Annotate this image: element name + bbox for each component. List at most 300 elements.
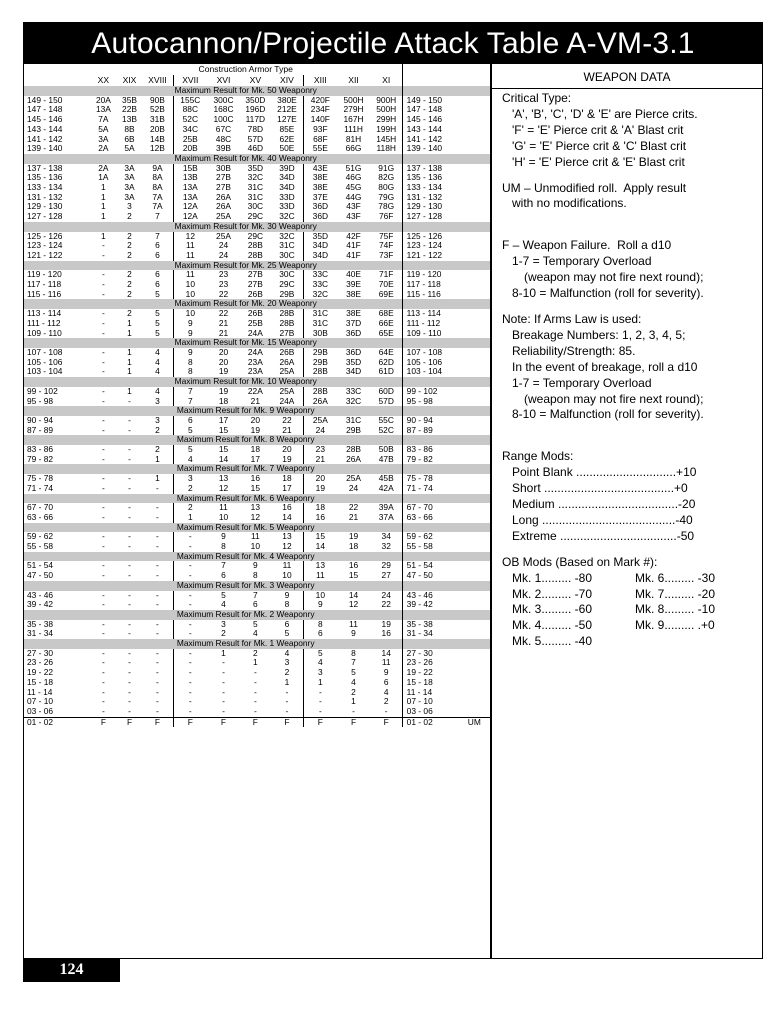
result-cell: 18 [304, 503, 336, 513]
result-cell: - [101, 648, 105, 658]
table-row [24, 697, 490, 707]
result-cell: F [173, 717, 206, 727]
ob-mod: Mk. 7......... -20 [635, 586, 716, 601]
result-cell: - [128, 687, 131, 697]
armor-type-header: XVI [216, 75, 231, 85]
result-cell: - [304, 707, 336, 717]
result-cell: 27B [216, 173, 231, 183]
result-cell: 13 [304, 561, 336, 571]
result-cell: - [128, 668, 131, 678]
result-cell: 1 [127, 357, 132, 367]
result-cell: 6 [383, 677, 389, 687]
result-cell: 39B [216, 144, 231, 154]
result-cell: 1 [127, 367, 132, 377]
roll-range-cell: 31 - 34 [402, 629, 458, 639]
result-cell: - [101, 270, 105, 280]
result-cell: 34D [304, 241, 336, 251]
result-cell: 7 [155, 231, 160, 241]
result-cell: 20B [173, 144, 206, 154]
result-cell: 20 [218, 357, 229, 367]
result-cell: 11 [282, 561, 292, 571]
roll-range-cell: 27 - 30 [402, 649, 458, 659]
result-cell: 24 [304, 426, 336, 436]
result-cell: 8A [152, 173, 163, 183]
result-cell: - [101, 415, 105, 425]
failure-overload: 1-7 = Temporary Overload [512, 254, 652, 269]
result-cell: 15 [304, 532, 336, 542]
table-row [24, 358, 490, 368]
result-cell: 57D [247, 134, 264, 144]
result-cell: 45G [345, 183, 362, 193]
result-cell: 21 [218, 328, 229, 338]
section-heading: Maximum Result for Mk. 50 Weaponry [90, 86, 402, 96]
result-cell: 19 [218, 386, 229, 396]
result-cell: 8 [304, 620, 336, 630]
result-cell: 39A [378, 503, 394, 513]
result-cell: - [128, 658, 131, 668]
result-cell: - [285, 697, 289, 707]
result-cell: 167H [343, 115, 364, 125]
roll-range-cell: 111 - 112 [27, 318, 61, 328]
result-cell: - [156, 707, 159, 716]
table-row [24, 280, 490, 290]
table-row [24, 649, 490, 659]
roll-range-cell: 143 - 144 [402, 125, 458, 135]
roll-range-cell: 139 - 140 [402, 144, 458, 154]
table-row [24, 717, 490, 727]
result-cell: 2A [98, 144, 109, 154]
result-cell: 43F [346, 202, 361, 212]
result-cell: 1 [155, 454, 160, 464]
roll-range-cell: 79 - 82 [402, 455, 458, 465]
section-heading: Maximum Result for Mk. 30 Weaponry [90, 222, 402, 232]
roll-range-cell: 133 - 134 [27, 183, 63, 193]
roll-range-cell: 63 - 66 [402, 513, 458, 523]
result-cell: 33D [279, 192, 295, 202]
roll-range-cell: 145 - 146 [402, 115, 458, 125]
result-cell: 15 [218, 425, 229, 435]
result-cell: - [101, 250, 105, 260]
result-cell: 33C [345, 386, 362, 396]
result-cell: 300C [213, 95, 234, 105]
result-cell: - [128, 445, 131, 455]
result-cell: 17 [250, 454, 260, 464]
roll-range-cell: 119 - 120 [27, 270, 62, 280]
result-cell: - [173, 591, 206, 601]
table-row [24, 571, 490, 581]
breakage-overload-cont: (weapon may not fire next round); [524, 391, 704, 406]
failure-note: F – Weapon Failure. Roll a d10 [502, 238, 672, 253]
result-cell: 91G [378, 163, 395, 173]
section-header [24, 154, 490, 164]
result-cell: - [101, 241, 105, 251]
table-row [24, 484, 490, 494]
table-row [24, 387, 490, 397]
result-cell: 71F [378, 270, 394, 280]
result-cell: 118H [376, 144, 396, 154]
result-cell: 30C [279, 270, 295, 280]
result-cell: 28B [279, 318, 295, 328]
result-cell: - [173, 658, 206, 668]
roll-range-cell: 127 - 128 [27, 212, 63, 222]
roll-range-cell: 141 - 142 [402, 135, 458, 145]
result-cell: - [128, 396, 131, 406]
roll-range-cell: 55 - 58 [402, 542, 458, 552]
breakage-overload: 1-7 = Temporary Overload [512, 375, 652, 390]
result-cell: - [156, 590, 159, 600]
result-cell: 76F [378, 212, 394, 222]
result-cell: - [156, 668, 159, 678]
attack-table [24, 64, 490, 727]
section-heading: Maximum Result for Mk. 5 Weaponry [90, 523, 402, 533]
result-cell: 62E [279, 134, 295, 144]
result-cell: 155C [173, 96, 206, 106]
result-cell: - [101, 289, 105, 299]
result-cell: - [222, 668, 225, 678]
result-cell: 23 [218, 270, 229, 280]
roll-range-cell: 11 - 14 [402, 688, 458, 698]
section-header [24, 639, 490, 649]
table-row [24, 397, 490, 407]
result-cell: 8 [253, 571, 258, 581]
result-cell: 66E [378, 318, 394, 328]
result-cell: 28B [247, 241, 263, 251]
result-cell: 7A [98, 115, 109, 125]
result-cell: 19 [381, 619, 391, 629]
table-row [24, 532, 490, 542]
result-cell: 48C [215, 134, 232, 144]
result-cell: 85E [279, 124, 295, 134]
result-cell: 4 [173, 455, 206, 465]
roll-range-cell: 35 - 38 [27, 619, 54, 629]
attack-table-frame [23, 64, 763, 959]
range-mod: Short .......................................+0 [512, 481, 688, 496]
result-cell: - [128, 503, 131, 513]
result-cell: 68F [304, 135, 336, 145]
roll-range-cell: 137 - 138 [402, 164, 458, 174]
result-cell: 46D [247, 144, 264, 154]
result-cell: 34 [381, 532, 391, 542]
result-cell: 5 [173, 426, 206, 436]
result-cell: 7A [152, 202, 163, 212]
result-cell: 380E [277, 95, 297, 105]
result-cell: 33D [279, 202, 295, 212]
result-cell: 69E [378, 289, 394, 299]
roll-range-cell: 135 - 136 [27, 173, 63, 183]
result-cell: 50E [279, 144, 295, 154]
result-cell: 18 [282, 474, 292, 484]
result-cell: 31B [149, 115, 165, 125]
section-heading: Maximum Result for Mk. 1 Weaponry [90, 639, 402, 649]
roll-range-cell: 79 - 82 [27, 454, 54, 464]
result-cell: - [101, 542, 105, 552]
result-cell: 13A [95, 105, 111, 115]
result-cell: - [173, 571, 206, 581]
result-cell: 14B [149, 134, 165, 144]
table-row [24, 658, 490, 668]
result-cell: 25A [346, 474, 361, 484]
result-cell: 8A [152, 183, 163, 193]
result-cell: 32C [279, 231, 295, 241]
result-cell: - [128, 415, 131, 425]
result-cell: 13A [173, 183, 206, 193]
result-cell: 22 [282, 415, 292, 425]
result-cell: 70E [378, 280, 394, 290]
result-cell: 10 [173, 290, 206, 300]
result-cell: 1 [351, 697, 356, 707]
roll-range-cell: 19 - 22 [27, 668, 54, 678]
roll-range-cell: 95 - 98 [402, 397, 458, 407]
roll-range-cell: 67 - 70 [27, 503, 54, 513]
result-cell: 68E [378, 309, 394, 319]
roll-range-cell: 39 - 42 [402, 600, 458, 610]
result-cell: 5 [284, 629, 290, 639]
result-cell: 17 [282, 483, 292, 493]
result-cell: 25A [279, 386, 295, 396]
armor-type-header: XIV [280, 75, 294, 85]
result-cell: 4 [155, 347, 160, 357]
result-cell: 29B [304, 358, 336, 368]
result-cell: 900H [376, 95, 397, 105]
result-cell: - [101, 474, 105, 484]
section-heading: Maximum Result for Mk. 3 Weaponry [90, 581, 402, 591]
result-cell: 12B [149, 144, 165, 154]
table-row [24, 125, 490, 135]
armor-type-header: XVIII [148, 75, 167, 85]
result-cell: 34D [345, 367, 362, 377]
table-row [24, 212, 490, 222]
result-cell: 1 [101, 212, 106, 222]
result-cell: 20A [95, 95, 111, 105]
roll-range-cell: 51 - 54 [27, 561, 54, 571]
table-row [24, 202, 490, 212]
result-cell: 29B [346, 425, 361, 435]
crit-line: 'A', 'B', 'C', 'D' & 'E' are Pierce crits. [512, 106, 698, 121]
result-cell: 22B [122, 105, 137, 115]
result-cell: 30B [216, 163, 231, 173]
result-cell: 9 [284, 590, 290, 600]
result-cell: - [101, 600, 105, 610]
roll-range-cell: 90 - 94 [402, 416, 458, 426]
result-cell: 3A [98, 134, 109, 144]
result-cell: - [101, 571, 105, 581]
result-cell: - [156, 619, 159, 629]
roll-range-cell: 143 - 144 [27, 124, 63, 134]
result-cell: 43E [304, 164, 336, 174]
result-cell: 1 [101, 183, 106, 193]
result-cell: 21 [218, 318, 229, 328]
range-mods-title: Range Mods: [502, 449, 574, 464]
result-cell: 62D [378, 357, 394, 367]
result-cell: - [101, 658, 105, 668]
roll-range-cell: 117 - 118 [27, 280, 62, 290]
section-header [24, 406, 490, 416]
result-cell: 9A [152, 163, 163, 173]
result-cell: 9 [383, 668, 389, 678]
result-cell: F [142, 717, 173, 727]
result-cell: 57D [378, 396, 394, 406]
roll-range-cell: 07 - 10 [27, 697, 54, 707]
result-cell: 5 [155, 328, 160, 338]
result-cell: 11 [381, 658, 391, 668]
result-cell: 27B [247, 280, 263, 290]
result-cell: 22 [348, 503, 359, 513]
result-cell: 2 [127, 309, 132, 319]
roll-range-cell: 119 - 120 [402, 270, 458, 280]
section-heading: Maximum Result for Mk. 25 Weaponry [90, 261, 402, 271]
result-cell: 17 [218, 415, 229, 425]
result-cell: 7 [221, 561, 226, 571]
result-cell: 19 [282, 454, 292, 464]
roll-range-cell: 121 - 122 [27, 250, 63, 260]
section-header [24, 581, 490, 591]
result-cell: 199H [376, 124, 397, 134]
result-cell: - [253, 697, 257, 707]
roll-range-cell: 117 - 118 [402, 280, 458, 290]
result-cell: 52C [378, 425, 394, 435]
result-cell: - [128, 474, 131, 484]
section-header [24, 299, 490, 309]
result-cell: - [128, 600, 131, 610]
result-cell: 9 [221, 532, 226, 542]
roll-range-cell: 113 - 114 [402, 309, 458, 319]
result-cell: - [128, 648, 131, 658]
result-cell: 4 [383, 687, 389, 697]
result-cell: 8 [221, 542, 226, 552]
result-cell: 41F [346, 241, 361, 251]
result-cell: 145H [376, 134, 397, 144]
result-cell: 212E [277, 105, 297, 115]
result-cell: 6 [221, 571, 226, 581]
result-cell: 30B [304, 329, 336, 339]
result-cell: 20 [218, 347, 229, 357]
result-cell: 32C [345, 396, 362, 406]
result-cell: 1 [221, 648, 226, 658]
result-cell: 24 [218, 250, 229, 260]
result-cell: 51G [345, 163, 362, 173]
result-cell: F [117, 717, 142, 727]
result-cell: 78D [247, 124, 264, 134]
result-cell: 12 [173, 232, 206, 242]
section-heading: Maximum Result for Mk. 2 Weaponry [90, 610, 402, 620]
result-cell: - [101, 280, 105, 290]
table-row [24, 164, 490, 174]
result-cell: 6 [155, 250, 160, 260]
result-cell: 100C [213, 115, 234, 125]
table-row [24, 416, 490, 426]
roll-range-cell: 83 - 86 [27, 445, 54, 455]
table-row [24, 591, 490, 601]
result-cell: 13B [122, 115, 137, 125]
table-row [24, 542, 490, 552]
roll-range-cell: 35 - 38 [402, 620, 458, 630]
result-cell: - [222, 677, 225, 687]
result-cell: - [128, 561, 131, 571]
result-cell: 279H [343, 105, 364, 115]
result-cell: 5 [253, 619, 258, 629]
result-cell: 28B [304, 387, 336, 397]
table-row [24, 105, 490, 115]
result-cell: 196D [245, 105, 266, 115]
result-cell: 1 [304, 678, 336, 688]
roll-range-cell: 75 - 78 [27, 474, 54, 484]
result-cell: 23 [304, 445, 336, 455]
result-cell: 6 [253, 600, 258, 610]
result-cell: - [156, 512, 159, 522]
result-cell: 23A [247, 367, 263, 377]
result-cell: 25B [173, 135, 206, 145]
result-cell: 93F [304, 125, 336, 135]
result-cell: 350D [245, 95, 266, 105]
result-cell: 31C [247, 192, 264, 202]
section-header [24, 338, 490, 348]
result-cell: 2 [127, 270, 132, 280]
result-cell: 10 [250, 542, 260, 552]
result-cell: 111H [344, 124, 363, 134]
result-cell: - [101, 619, 105, 629]
result-cell: 79G [378, 192, 395, 202]
result-cell: - [156, 561, 159, 571]
result-cell: 2 [351, 687, 356, 697]
crit-line: 'F' = 'E' Pierce crit & 'A' Blast crit [512, 122, 684, 137]
result-cell: 16 [381, 629, 391, 639]
page-title: Autocannon/Projectile Attack Table A-VM-3.1 [23, 22, 763, 64]
table-row [24, 96, 490, 106]
result-cell: - [156, 483, 159, 493]
result-cell: 73F [378, 250, 394, 260]
table-row [24, 455, 490, 465]
arms-law-note: Note: If Arms Law is used: [502, 311, 642, 326]
ob-mods-row [502, 587, 762, 603]
result-cell: - [384, 707, 388, 716]
result-cell: 28B [247, 250, 263, 260]
result-cell: 10 [173, 309, 206, 319]
result-cell: 14 [282, 512, 292, 522]
result-cell: - [304, 688, 336, 698]
result-cell: - [101, 512, 105, 522]
ob-mod: Mk. 6......... -30 [635, 570, 716, 585]
result-cell: 8 [173, 367, 206, 377]
result-cell: - [156, 532, 159, 542]
section-header [24, 523, 490, 533]
result-cell: - [101, 309, 105, 319]
ob-mod: Mk. 5......... -40 [512, 634, 593, 649]
result-cell: 26A [216, 202, 231, 212]
result-cell: 3 [304, 668, 336, 678]
result-cell: 26B [247, 289, 263, 299]
result-cell: 34D [279, 183, 295, 193]
result-cell: - [101, 357, 105, 367]
result-cell: F [207, 717, 240, 727]
roll-range-cell: 67 - 70 [402, 503, 458, 513]
result-cell: 4 [221, 600, 226, 610]
result-cell: 42F [346, 231, 361, 241]
result-cell: 12A [173, 202, 206, 212]
result-cell: 2 [221, 629, 226, 639]
result-cell: 20 [304, 474, 336, 484]
result-cell: 55E [304, 144, 336, 154]
result-cell: 60D [378, 386, 394, 396]
result-cell: - [101, 425, 105, 435]
result-cell: - [101, 386, 105, 396]
result-cell: 21 [304, 455, 336, 465]
result-cell: 30C [279, 250, 295, 260]
result-cell: 2 [383, 697, 389, 707]
result-cell: - [101, 396, 105, 406]
result-cell: 52B [149, 105, 165, 115]
roll-range-cell: 107 - 108 [402, 348, 458, 358]
result-cell: 24 [218, 241, 229, 251]
